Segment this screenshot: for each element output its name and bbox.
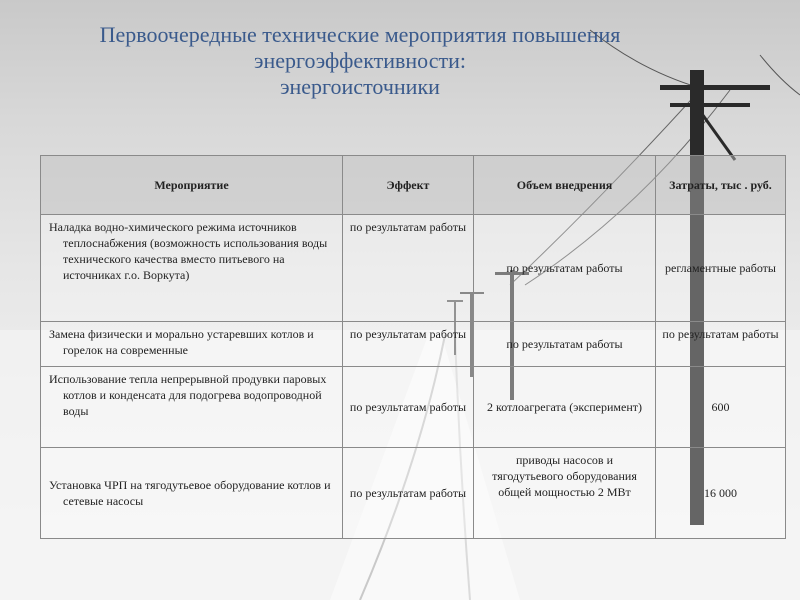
cell-effect: по результатам работы <box>343 215 474 322</box>
table-header-row <box>41 156 786 215</box>
table-row <box>41 367 786 448</box>
title-line-2: энергоэффективности: <box>254 48 466 73</box>
cell-effect: по результатам работы <box>343 448 474 539</box>
cell-volume: по результатам работы <box>474 215 656 322</box>
cell-volume: по результатам работы <box>474 322 656 367</box>
cell-effect: по результатам работы <box>343 322 474 367</box>
table-row <box>41 215 786 322</box>
cell-cost: 16 000 <box>656 448 786 539</box>
page-title <box>40 22 680 100</box>
header-cost: Затраты, тыс . руб. <box>656 156 786 215</box>
measures-table <box>40 155 786 539</box>
cell-cost: регламентные работы <box>656 215 786 322</box>
table-row <box>41 322 786 367</box>
cell-volume: приводы насосов и тягодутьевого оборудования общей мощностью 2 МВт <box>474 448 656 539</box>
title-line-1: Первоочередные технические мероприятия повышения <box>99 22 621 47</box>
header-measure: Мероприятие <box>41 156 343 215</box>
cell-effect: по результатам работы <box>343 367 474 448</box>
cell-volume: 2 котлоагрегата (эксперимент) <box>474 367 656 448</box>
title-line-3: энергоисточники <box>280 74 440 99</box>
cell-measure: Установка ЧРП на тягодутьевое оборудование котлов и сетевые насосы <box>41 448 343 539</box>
cell-measure: Использование тепла непрерывной продувки паровых котлов и конденсата для подогрева водопроводной воды <box>41 367 343 448</box>
cell-measure: Наладка водно-химического режима источников теплоснабжения (возможность использования воды технического качества вместо питьевого на источниках г.о. Воркута) <box>41 215 343 322</box>
header-volume: Объем внедрения <box>474 156 656 215</box>
cell-cost: по результатам работы <box>656 322 786 367</box>
cell-measure: Замена физически и морально устаревших котлов и горелок на современные <box>41 322 343 367</box>
cell-cost: 600 <box>656 367 786 448</box>
header-effect: Эффект <box>343 156 474 215</box>
table-row <box>41 448 786 539</box>
measures-table-container <box>40 155 785 539</box>
